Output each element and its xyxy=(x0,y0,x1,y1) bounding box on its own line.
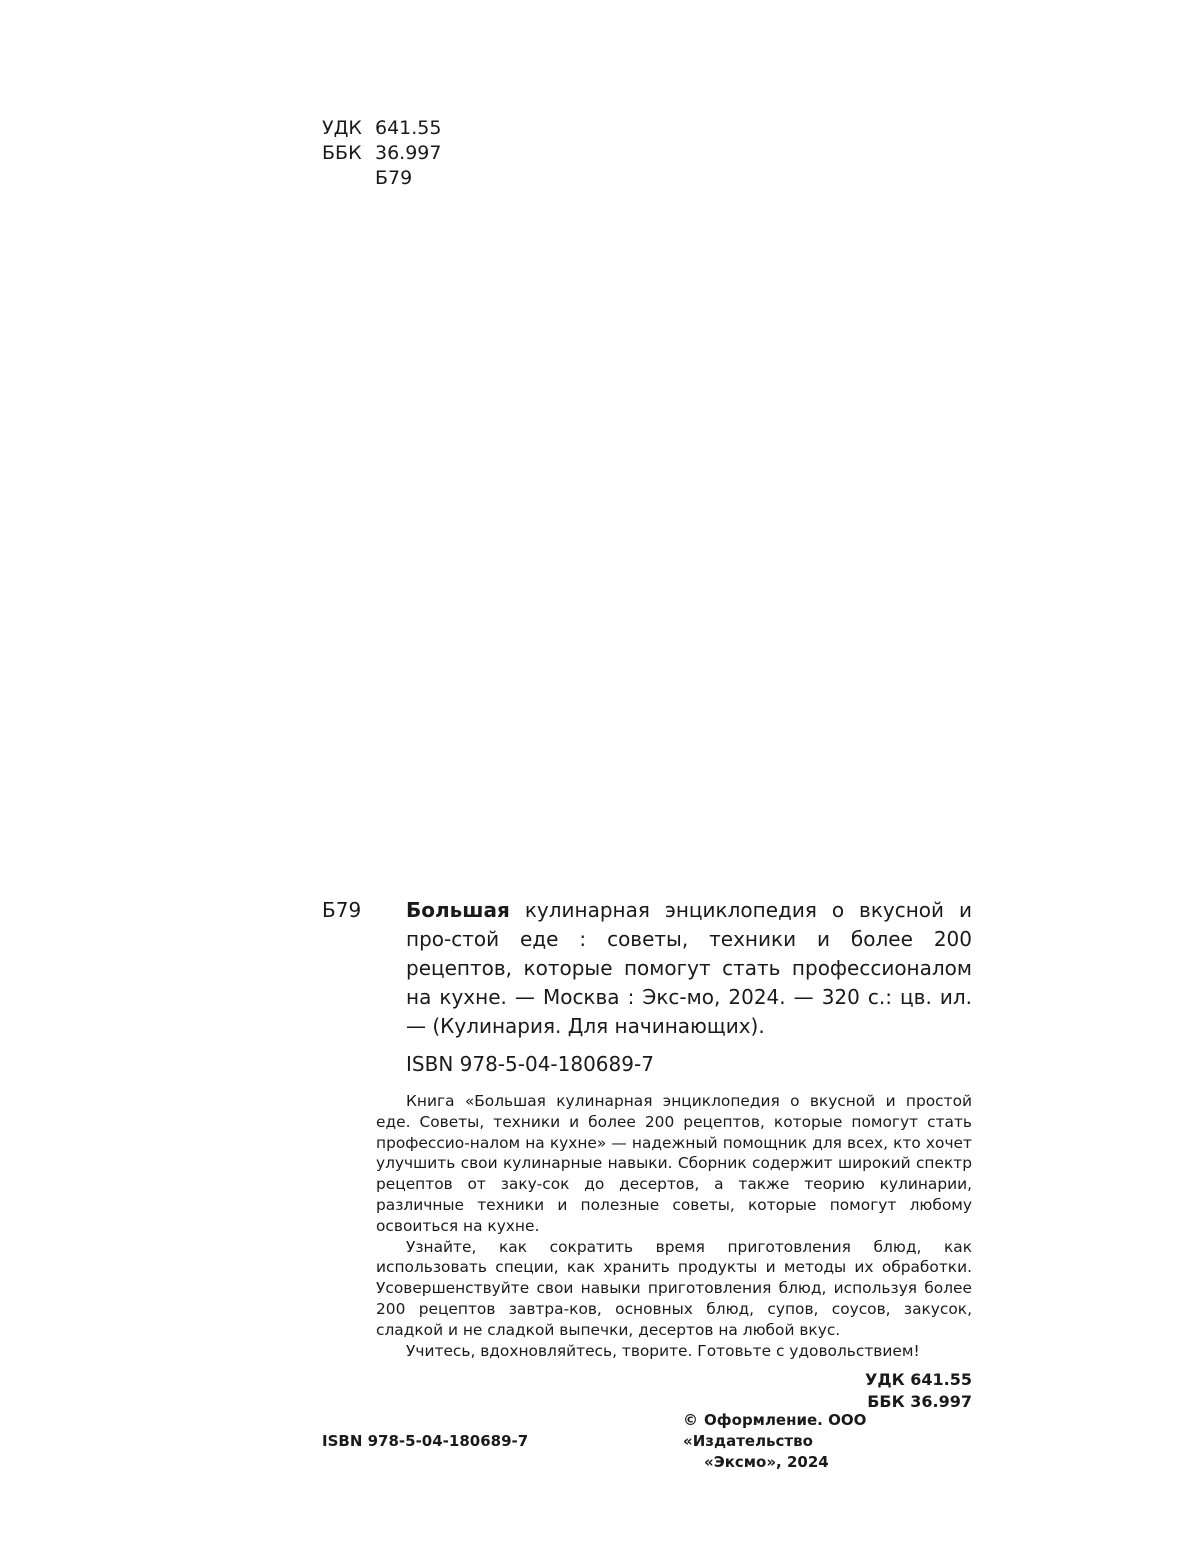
annotation-paragraph-1: Книга «Большая кулинарная энциклопедия о вкусной и простой еде. Советы, техники и более 200 рецептов, которые помогут стать профессио-налом на кухне» — надежный помощник для всех, кто хочет улучшить свои кулинарные навыки. Сборник содержит широкий спектр рецептов от заку-сок до десертов, а также теорию кулинарии, различные техники и полезные советы, которые помогут любому освоиться на кухне. xyxy=(376,1092,972,1235)
copyright-text-2: «Эксмо», 2024 xyxy=(704,1453,829,1471)
annotation-paragraph-3: Учитесь, вдохновляйтесь, творите. Готовьте с удовольствием! xyxy=(406,1341,920,1360)
copyright-line-1 xyxy=(683,1410,973,1452)
copyright-icon: © xyxy=(683,1411,698,1429)
cutter-row xyxy=(322,166,441,191)
record-title-bold: Большая xyxy=(406,898,510,922)
record-isbn: ISBN 978-5-04-180689-7 xyxy=(406,1052,654,1076)
copyright-text-1: Оформление. ООО «Издательство xyxy=(683,1411,867,1450)
bbk-row xyxy=(322,141,441,166)
udk-label: УДК xyxy=(322,117,362,139)
footer-isbn: ISBN 978-5-04-180689-7 xyxy=(322,1432,529,1450)
bbk-label: ББК xyxy=(322,142,362,164)
annotation xyxy=(376,1091,972,1361)
udk-bottom: УДК 641.55 xyxy=(865,1370,972,1390)
classification-top xyxy=(322,116,441,191)
classification-bottom xyxy=(322,1369,972,1413)
annotation-paragraph-2: Узнайте, как сократить время приготовления блюд, как использовать специи, как хранить продукты и методы их обработки. Усовершенствуйте свои навыки приготовления блюд, используя более 200 рецептов завтра-ков, основных блюд, супов, соусов, закусок, сладкой и не сладкой выпечки, десертов на любой вкус. xyxy=(376,1237,972,1339)
bbk-value: 36.997 xyxy=(375,142,442,164)
record-cutter: Б79 xyxy=(322,898,362,922)
record-description xyxy=(406,896,972,1041)
udk-row xyxy=(322,116,441,141)
record-text: кулинарная энциклопедия о вкусной и про-стой еде : советы, техники и более 200 рецептов, которые помогут стать профессионалом на кухне. — Москва : Экс-мо, 2024. — 320 с.: цв. ил. — (Кулинария. Для начинающих). xyxy=(406,898,972,1038)
bibliographic-record xyxy=(322,896,972,1413)
udk-value: 641.55 xyxy=(375,117,442,139)
copyright-notice xyxy=(683,1410,973,1473)
cutter-code: Б79 xyxy=(375,167,413,189)
bbk-bottom: ББК 36.997 xyxy=(867,1392,972,1412)
